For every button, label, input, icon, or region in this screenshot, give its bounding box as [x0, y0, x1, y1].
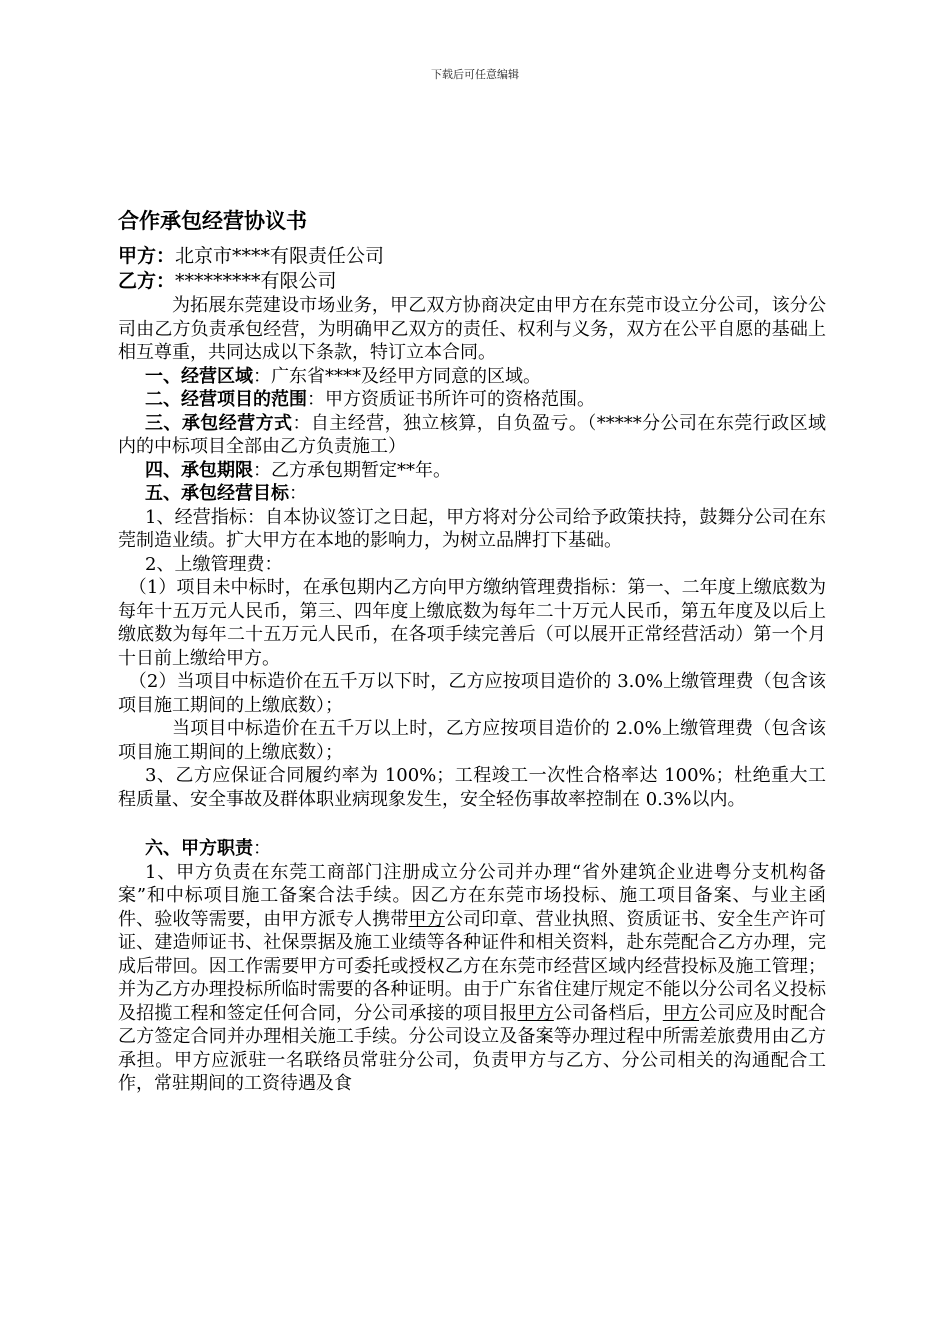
clause-5-3: 3、乙方应保证合同履约率为 100%；工程竣工一次性合格率达 100%；杜绝重大工程质量、安全事故及群体职业病现象发生，安全轻伤事故率控制在 0.3%以内。 [118, 765, 826, 810]
clause-5-2-2: （2）当项目中标造价在五千万以下时，乙方应按项目造价的 3.0%上缴管理费（包含该项目施工期间的上缴底数）； [118, 671, 826, 716]
section-3-text: ：自主经营，独立核算，自负盈亏。（*****分公司在东莞行政区域内的中标项目全部由乙方负责施工） [118, 412, 827, 457]
section-5-heading: 五、承包经营目标 [145, 483, 289, 504]
section-3 [118, 412, 826, 459]
party-a-value: 北京市****有限责任公司 [175, 245, 385, 267]
section-4-text: ：乙方承包期暂定**年。 [253, 459, 451, 481]
section-1-text: ：广东省****及经甲方同意的区域。 [253, 365, 541, 387]
party-a [118, 244, 826, 269]
section-1 [118, 365, 826, 389]
clause-5-2: 2、上缴管理费： [145, 553, 283, 575]
intro-paragraph: 为拓展东莞建设市场业务，甲乙双方协商决定由甲方在东莞市设立分公司，该分公司由乙方负责承包经营，为明确甲乙双方的责任、权利与义务，双方在公平自愿的基础上相互尊重，共同达成以下条款，特订立本合同。 [118, 295, 826, 363]
clause-6-1-part-d: 公司应及时配合乙方签定合同并办理相关施工手续。分公司设立及备案等办理过程中所需差旅费用由乙方承担。甲方应派驻一名联络员常驻分公司，负责甲方与乙方、分公司相关的沟通配合工作，常驻期间的工资待遇及食 [118, 1002, 827, 1094]
clause-5-1: 1、经营指标：自本协议签订之日起，甲方将对分公司给予政策扶持，鼓舞分公司在东莞制造业绩。扩大甲方在本地的影响力，为树立品牌打下基础。 [118, 506, 826, 551]
clause-6-1-part-c: 公司备档后， [553, 1002, 663, 1024]
clause-5-2-3: 当项目中标造价在五千万以上时，乙方应按项目造价的 2.0%上缴管理费（包含该项目施工期间的上缴底数）； [118, 718, 826, 763]
clause-6-1-underline-2: 甲方 [517, 1002, 554, 1024]
header-note: 下载后可任意编辑 [431, 68, 519, 81]
clause-6-1-underline-1: 甲方 [408, 908, 445, 930]
section-5 [118, 482, 826, 506]
section-2 [118, 388, 826, 412]
section-6-heading: 六、甲方职责 [145, 838, 253, 859]
clause-5-2-1: （1）项目未中标时，在承包期内乙方向甲方缴纳管理费指标：第一、二年度上缴底数为每年十五万元人民币，第三、四年度上缴底数为每年二十万元人民币，第五年度及以后上缴底数为每年二十五万元人民币，在各项手续完善后（可以展开正常经营活动）第一个月十日前上缴给甲方。 [118, 577, 826, 669]
party-b [118, 269, 826, 294]
party-b-value: *********有限公司 [175, 270, 337, 292]
document-title: 合作承包经营协议书 [118, 209, 307, 233]
party-a-label: 甲方： [118, 245, 176, 267]
party-b-label: 乙方： [118, 270, 176, 292]
clause-6-1-part-a: 1、甲方负责在东莞工商部门注册成立分公司并办理“省外建筑企业进粤分支机构备案”和中标项目施工备案合法手续。因乙方在东莞市场投标、施工项目备案、与业主函件、验收等需要，由甲方派专人携带 [118, 861, 826, 930]
section-1-heading: 一、经营区域 [145, 365, 253, 387]
clause-6-1-part-b: 公司印章、营业执照、资质证书、安全生产许可证、建造师证书、社保票据及施工业绩等各种证件和相关资料，赴东莞配合乙方办理，完成后带回。因工作需要甲方可委托或授权乙方在东莞市经营区域内经营投标及施工管理；并为乙方办理投标所临时需要的各种证明。由于广东省住建厅规定不能以分公司名义投标及招揽工程和签定任何合同，分公司承接的项目报 [118, 908, 827, 1024]
clause-6-1-underline-3: 甲方 [662, 1002, 700, 1024]
section-2-text: ：甲方资质证书所许可的资格范围。 [307, 389, 595, 410]
section-5-text: ： [289, 483, 307, 504]
clause-6-1 [118, 861, 826, 1096]
section-4-heading: 四、承包期限 [145, 459, 253, 481]
section-4 [118, 459, 826, 483]
section-3-heading: 三、承包经营方式 [145, 412, 293, 434]
document-body [118, 206, 826, 1096]
section-6-text: ： [253, 838, 271, 859]
section-6 [118, 837, 826, 861]
section-2-heading: 二、经营项目的范围 [145, 389, 307, 410]
